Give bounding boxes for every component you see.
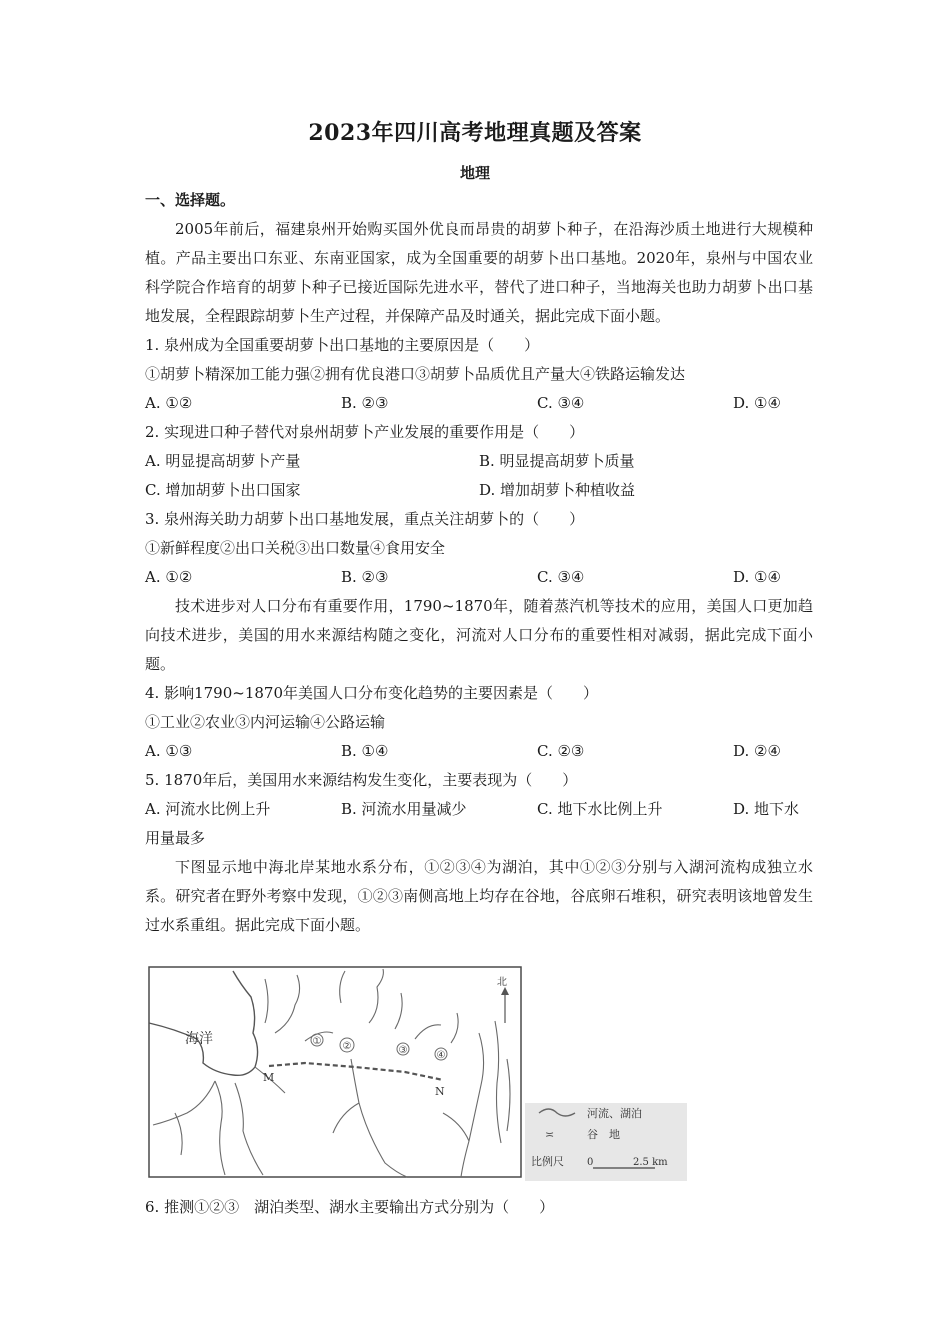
point-n-label: N	[435, 1085, 445, 1098]
document-title: 2023年四川高考地理真题及答案	[308, 120, 642, 146]
scale-zero: 0	[587, 1157, 594, 1168]
lake-2-label: ②	[342, 1041, 352, 1052]
question-2-options-row2	[145, 476, 813, 505]
option-c: C. ②③	[537, 742, 585, 760]
option-d: D. ②④	[733, 742, 781, 760]
option-b: B. ②③	[341, 394, 389, 412]
map-legend	[525, 1103, 687, 1181]
document-body	[145, 186, 813, 940]
ocean-label: 海洋	[185, 1031, 213, 1047]
option-a: A. 河流水比例上升	[145, 800, 271, 818]
question-6-stem: 6. 推测①②③ 湖泊类型、湖水主要输出方式分别为（ ）	[145, 1198, 555, 1216]
passage-drainage: 下图显示地中海北岸某地水系分布，①②③④为湖泊，其中①②③分别与入湖河流构成独立水系。研究者在野外考察中发现，①②③南侧高地上均存在谷地，谷底卵石堆积，研究表明该地曾发生过水系重组。据此完成下面小题。	[145, 858, 813, 934]
question-5-stem: 5. 1870年后，美国用水来源结构发生变化，主要表现为（ ）	[145, 771, 578, 789]
question-1-items: ①胡萝卜精深加工能力强②拥有优良港口③胡萝卜品质优且产量大④铁路运输发达	[145, 365, 686, 383]
north-label: 北	[497, 977, 507, 988]
option-c: C. ③④	[537, 394, 585, 412]
question-3-items: ①新鲜程度②出口关税③出口数量④食用安全	[145, 539, 446, 557]
point-m-label: M	[263, 1071, 275, 1084]
lake-3-label: ③	[398, 1045, 408, 1056]
question-3-stem: 3. 泉州海关助力胡萝卜出口基地发展，重点关注胡萝卜的（ ）	[145, 510, 585, 528]
option-b: B. 河流水用量减少	[341, 800, 467, 818]
scale-value: 2.5 km	[633, 1157, 668, 1168]
question-2-stem: 2. 实现进口种子替代对泉州胡萝卜产业发展的重要作用是（ ）	[145, 423, 585, 441]
question-3-options	[145, 563, 813, 592]
section-heading: 一、选择题。	[145, 191, 236, 209]
option-c: C. ③④	[537, 568, 585, 586]
option-b: B. ②③	[341, 568, 389, 586]
option-d: D. ①④	[733, 394, 781, 412]
option-d: D. 增加胡萝卜种植收益	[479, 481, 636, 499]
question-4-stem: 4. 影响1790~1870年美国人口分布变化趋势的主要因素是（ ）	[145, 684, 598, 702]
legend-valley: 谷 地	[587, 1128, 620, 1141]
question-1-stem: 1. 泉州成为全国重要胡萝卜出口基地的主要原因是（ ）	[145, 336, 540, 354]
option-b: B. 明显提高胡萝卜质量	[479, 452, 635, 470]
passage-population: 技术进步对人口分布有重要作用，1790~1870年，随着蒸汽机等技术的应用，美国人口更加趋向技术进步，美国的用水来源结构随之变化，河流对人口分布的重要性相对减弱，据此完成下面小题。	[145, 597, 813, 673]
map-frame	[149, 967, 521, 1177]
lake-4-label: ④	[436, 1050, 446, 1061]
option-b: B. ①④	[341, 742, 389, 760]
document-subtitle: 地理	[459, 164, 490, 182]
option-d: D. ①④	[733, 568, 781, 586]
question-5-option-d-continuation: 用量最多	[145, 829, 206, 847]
option-a: A. ①②	[145, 568, 193, 586]
passage-carrot: 2005年前后，福建泉州开始购买国外优良而昂贵的胡萝卜种子，在沿海沙质土地进行大规模种植。产品主要出口东亚、东南亚国家，成为全国重要的胡萝卜出口基地。2020年，泉州与中国农业科学院合作培育的胡萝卜种子已接近国际先进水平，替代了进口种子，当地海关也助力胡萝卜出口基地发展，全程跟踪胡萝卜生产过程，并保障产品及时通关，据此完成下面小题。	[145, 220, 813, 325]
option-d: D. 地下水	[733, 800, 800, 818]
valley-legend-icon: ≍	[545, 1128, 555, 1141]
option-a: A. 明显提高胡萝卜产量	[145, 452, 301, 470]
lake-1-label: ①	[312, 1036, 322, 1047]
question-5-options	[145, 795, 813, 824]
option-c: C. 增加胡萝卜出口国家	[145, 481, 301, 499]
option-a: A. ①②	[145, 394, 193, 412]
drainage-map-figure	[145, 963, 690, 1185]
option-a: A. ①③	[145, 742, 193, 760]
question-2-options-row1	[145, 447, 813, 476]
scale-label: 比例尺	[531, 1155, 564, 1168]
question-4-items: ①工业②农业③内河运输④公路运输	[145, 713, 386, 731]
option-c: C. 地下水比例上升	[537, 800, 663, 818]
legend-river-lake: 河流、湖泊	[587, 1107, 642, 1120]
question-4-options	[145, 737, 813, 766]
question-1-options	[145, 389, 813, 418]
